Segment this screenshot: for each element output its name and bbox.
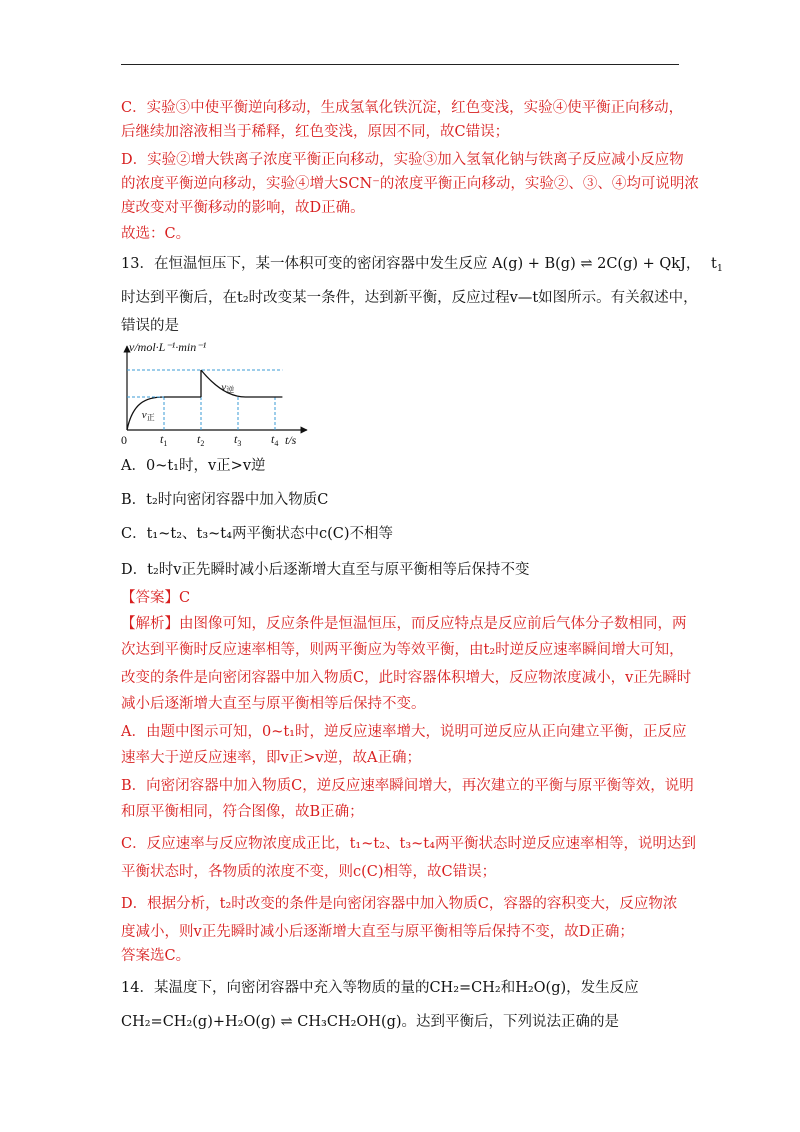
analysis-label: 【解析】 <box>121 616 179 632</box>
x-tick-t4: $t_4$ <box>271 432 279 446</box>
q13-option-a: A．0~t₁时，v正>v逆 <box>121 458 266 474</box>
q13-analysis-p4: 减小后逐渐增大直至与原平衡相等后保持不变。 <box>121 696 426 712</box>
prev-analysis-d-line2: 的浓度平衡逆向移动，实验④增大SCN⁻的浓度平衡正向移动，实验②、③、④均可说明浓 <box>121 176 699 192</box>
prev-analysis-c-line1: C．实验③中使平衡逆向移动，生成氢氧化铁沉淀，红色变浅，实验④使平衡正向移动， <box>121 100 684 116</box>
q13-option-b: B．t₂时向密闭容器中加入物质C <box>121 492 329 508</box>
x-tick-t2: $t_2$ <box>197 432 205 446</box>
answer-value: C <box>179 590 191 606</box>
q13-analysis-d1: D．根据分析，t₂时改变的条件是向密闭容器中加入物质C，容器的容积变大，反应物浓 <box>121 896 678 912</box>
origin-label: 0 <box>121 433 127 446</box>
v-forward-label: v正 <box>141 409 155 422</box>
x-tick-t3: $t_3$ <box>234 432 242 446</box>
analysis-p1-text: 由图像可知，反应条件是恒温恒压，而反应特点是反应前后气体分子数相同，两 <box>179 616 687 632</box>
x-axis-label: t/s <box>285 433 297 446</box>
v-reverse-curve-after <box>201 370 282 397</box>
q13-stem-line2: 时达到平衡后，在t₂时改变某一条件，达到新平衡，反应过程v—t如图所示。有关叙述中， <box>121 290 698 306</box>
answer-label: 【答案】 <box>121 590 179 606</box>
prev-choice: 故选：C。 <box>121 226 191 242</box>
q13-equation: A(g) + B(g) ⇌ 2C(g) + QkJ， <box>492 256 701 272</box>
q13-stem-text: 13．在恒温恒压下，某一体积可变的密闭容器中发生反应 <box>121 256 488 272</box>
y-axis-label: v/mol·L⁻¹·min⁻¹ <box>129 340 207 354</box>
v-reverse-label: v逆 <box>221 381 235 395</box>
q14-stem-line1: 14．某温度下，向密闭容器中充入等物质的量的CH₂=CH₂和H₂O(g)，发生反应 <box>121 980 639 996</box>
q13-option-c: C．t₁~t₂、t₃~t₄两平衡状态中c(C)不相等 <box>121 526 393 542</box>
q13-analysis-a2: 速率大于逆反应速率，即v正>v逆，故A正确； <box>121 750 422 766</box>
vt-chart <box>119 338 319 446</box>
q13-analysis-a1: A．由题中图示可知，0~t₁时，逆反应速率增大，说明可逆反应从正向建立平衡，正反应 <box>121 724 687 740</box>
q13-stem-line3: 错误的是 <box>121 318 179 334</box>
q13-analysis-c1: C．反应速率与反应物浓度成正比，t₁~t₂、t₃~t₄两平衡状态时逆反应速率相等，说明达到 <box>121 836 696 852</box>
q13-analysis-b1: B．向密闭容器中加入物质C，逆反应速率瞬间增大，再次建立的平衡与原平衡等效，说明 <box>121 778 694 794</box>
q13-analysis-c2: 平衡状态时，各物质的浓度不变，则c(C)相等，故C错误； <box>121 864 497 880</box>
prev-analysis-c-line2: 后继续加溶液相当于稀释，红色变浅，原因不同，故C错误； <box>121 124 510 140</box>
q13-answer <box>121 588 190 608</box>
prev-analysis-d-line1: D．实验②增大铁离子浓度平衡正向移动，实验③加入氢氧化钠与铁离子反应减小反应物 <box>121 152 684 168</box>
q13-analysis-p1 <box>121 614 687 634</box>
q13-t1: $t_1$ <box>711 256 723 274</box>
x-tick-t1: $t_1$ <box>160 432 168 446</box>
q13-option-d: D．t₂时v正先瞬时减小后逐渐增大直至与原平衡相等后保持不变 <box>121 562 530 578</box>
header-rule <box>121 64 679 65</box>
prev-analysis-d-line3: 度改变对平衡移动的影响，故D正确。 <box>121 200 365 216</box>
q13-analysis-p2: 次达到平衡时反应速率相等，则两平衡应为等效平衡，由t₂时逆反应速率瞬间增大可知， <box>121 642 684 658</box>
q13-analysis-b2: 和原平衡相同，符合图像，故B正确； <box>121 804 364 820</box>
q13-stem-line1 <box>121 254 723 279</box>
q13-analysis-final: 答案选C。 <box>121 948 191 964</box>
q13-analysis-d2: 度减小，则v正先瞬时减小后逐渐增大直至与原平衡相等后保持不变，故D正确； <box>121 924 634 940</box>
q14-stem-line2: CH₂=CH₂(g)+H₂O(g) ⇌ CH₃CH₂OH(g)。达到平衡后，下列说法正确的是 <box>121 1014 620 1030</box>
q13-analysis-p3: 改变的条件是向密闭容器中加入物质C，此时容器体积增大，反应物浓度减小，v正先瞬时 <box>121 670 692 686</box>
